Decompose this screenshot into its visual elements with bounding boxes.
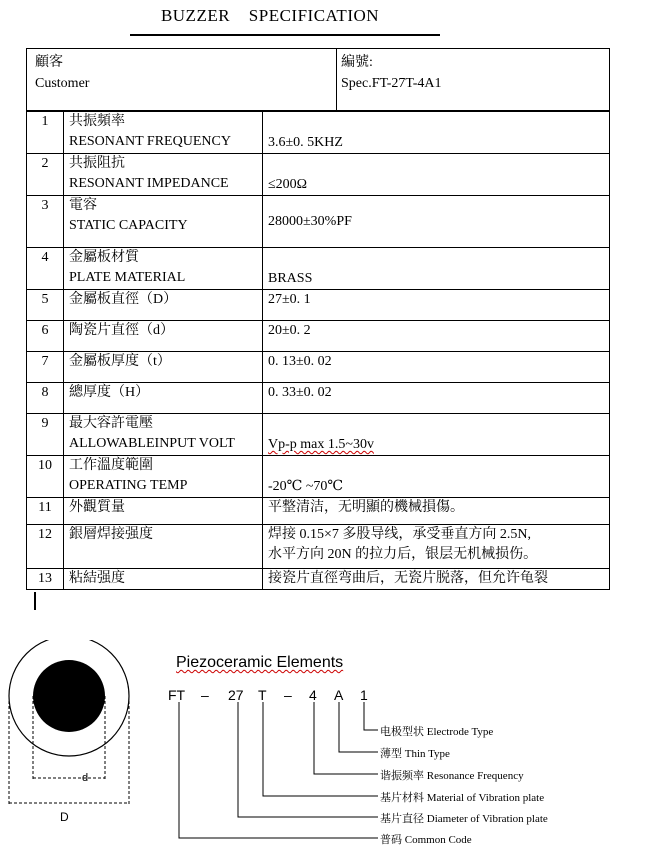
- row-value: [263, 525, 610, 569]
- row-name: 金屬板厚度（t）: [64, 352, 263, 383]
- value-text: Vp-p max 1.5~30v: [268, 437, 374, 452]
- value-line: 焊接 0.15×7 多股导线，承受垂直方向 2.5N,: [268, 527, 532, 542]
- table-row: [27, 383, 610, 414]
- piezo-diagram: [0, 640, 668, 856]
- row-number: 9: [27, 414, 64, 456]
- row-value: 0. 33±0. 02: [263, 383, 610, 414]
- row-name: 陶瓷片直徑（d）: [64, 321, 263, 352]
- legend-item: [380, 810, 548, 826]
- legend-en: Thin Type: [404, 748, 450, 760]
- leader-27: [238, 702, 378, 817]
- spec-number: Spec.FT-27T-4A1: [341, 76, 442, 91]
- row-value: 20±0. 2: [263, 321, 610, 352]
- row-value: [263, 414, 610, 456]
- legend-cn: 谐振频率: [380, 769, 424, 782]
- row-value: 0. 13±0. 02: [263, 352, 610, 383]
- table-row: [27, 525, 610, 569]
- value-line: 水平方向 20N 的拉力后，银层无机械损伤。: [268, 547, 538, 562]
- leader-4: [314, 702, 378, 774]
- name-en: RESONANT IMPEDANCE: [69, 176, 229, 191]
- spec-label-cn: 編號:: [341, 55, 373, 70]
- code-dash-1: –: [201, 687, 209, 703]
- row-value: 27±0. 1: [263, 290, 610, 321]
- title-underline: [130, 34, 440, 36]
- row-number: 2: [27, 154, 64, 196]
- row-name: 銀層焊接强度: [64, 525, 263, 569]
- row-value: BRASS: [263, 248, 610, 290]
- row-number: 11: [27, 498, 64, 525]
- customer-label-cn: 顧客: [35, 55, 63, 70]
- name-cn: 共振阻抗: [69, 156, 125, 171]
- legend-cn: 电极型状: [380, 725, 424, 738]
- legend-en: Resonance Frequency: [426, 770, 524, 782]
- legend-en: Material of Vibration plate: [426, 792, 545, 804]
- code-27: 27: [228, 687, 244, 703]
- leader-T: [263, 702, 378, 796]
- row-value: 平整清洁，无明顯的機械損傷。: [263, 498, 610, 525]
- row-name: 金屬板直徑（D）: [64, 290, 263, 321]
- customer-cell: [35, 52, 89, 94]
- header-divider: [336, 49, 337, 110]
- table-row: [27, 569, 610, 590]
- row-name: [64, 248, 263, 290]
- table-row: [27, 154, 610, 196]
- row-number: 8: [27, 383, 64, 414]
- row-name: [64, 112, 263, 154]
- table-row: [27, 352, 610, 383]
- name-en: OPERATING TEMP: [69, 478, 188, 493]
- table-row: [27, 196, 610, 248]
- name-cn: 金屬板材質: [69, 250, 139, 265]
- ceramic-disc: [33, 660, 105, 732]
- row-number: 3: [27, 196, 64, 248]
- table-row: [27, 414, 610, 456]
- name-en: ALLOWABLEINPUT VOLT: [69, 436, 235, 451]
- spec-table: [26, 111, 610, 590]
- legend-en: Electrode Type: [426, 726, 494, 738]
- name-cn: 最大容許電壓: [69, 416, 153, 431]
- name-en: PLATE MATERIAL: [69, 270, 186, 285]
- label-D: D: [60, 810, 69, 824]
- row-value: 3.6±0. 5KHZ: [263, 112, 610, 154]
- row-number: 7: [27, 352, 64, 383]
- row-name: 粘結强度: [64, 569, 263, 590]
- document-title: BUZZER SPECIFICATION: [160, 6, 380, 25]
- name-cn: 共振頻率: [69, 114, 125, 129]
- diagram-title: Piezoceramic Elements: [176, 654, 344, 671]
- table-row: [27, 248, 610, 290]
- row-value: 接瓷片直徑弯曲后，无瓷片脱落，但允许龟裂: [263, 569, 610, 590]
- legend-cn: 普码: [380, 833, 402, 846]
- table-row: [27, 321, 610, 352]
- row-value: -20℃ ~70℃: [263, 456, 610, 498]
- legend-item: [380, 745, 450, 761]
- leader-FT: [179, 702, 378, 838]
- row-name: 總厚度（H）: [64, 383, 263, 414]
- table-row: [27, 498, 610, 525]
- leader-1: [364, 702, 378, 730]
- row-number: 10: [27, 456, 64, 498]
- customer-label-en: Customer: [35, 76, 90, 91]
- legend-item: [380, 789, 544, 805]
- row-number: 12: [27, 525, 64, 569]
- legend-cn: 薄型: [380, 747, 402, 760]
- code-ft: FT: [168, 687, 186, 703]
- legend-item: [380, 723, 493, 739]
- code-dash-2: –: [284, 687, 292, 703]
- code-1: 1: [360, 687, 368, 703]
- row-number: 5: [27, 290, 64, 321]
- row-value: 28000±30%PF: [263, 196, 610, 248]
- row-name: 外觀質量: [64, 498, 263, 525]
- row-number: 13: [27, 569, 64, 590]
- name-en: STATIC CAPACITY: [69, 218, 188, 233]
- name-cn: 電容: [69, 198, 97, 213]
- legend-en: Diameter of Vibration plate: [426, 813, 548, 825]
- label-d: d: [82, 772, 89, 784]
- leader-A: [339, 702, 378, 752]
- row-number: 1: [27, 112, 64, 154]
- table-row: [27, 112, 610, 154]
- row-number: 4: [27, 248, 64, 290]
- legend-item: [380, 767, 524, 783]
- row-name: [64, 456, 263, 498]
- table-row: [27, 456, 610, 498]
- name-cn: 工作溫度範圍: [69, 458, 153, 473]
- row-number: 6: [27, 321, 64, 352]
- text-cursor: [34, 592, 36, 610]
- table-row: [27, 290, 610, 321]
- legend-cn: 基片材料: [380, 791, 424, 804]
- row-value: ≤200Ω: [263, 154, 610, 196]
- name-en: RESONANT FREQUENCY: [69, 134, 231, 149]
- code-t: T: [258, 687, 267, 703]
- row-name: [64, 154, 263, 196]
- legend-en: Common Code: [404, 834, 472, 846]
- spec-cell: [341, 52, 441, 94]
- legend-cn: 基片直径: [380, 812, 424, 825]
- legend-item: [380, 831, 472, 847]
- row-name: [64, 414, 263, 456]
- code-4: 4: [309, 687, 317, 703]
- row-name: [64, 196, 263, 248]
- code-a: A: [334, 687, 344, 703]
- header-box: [26, 48, 610, 111]
